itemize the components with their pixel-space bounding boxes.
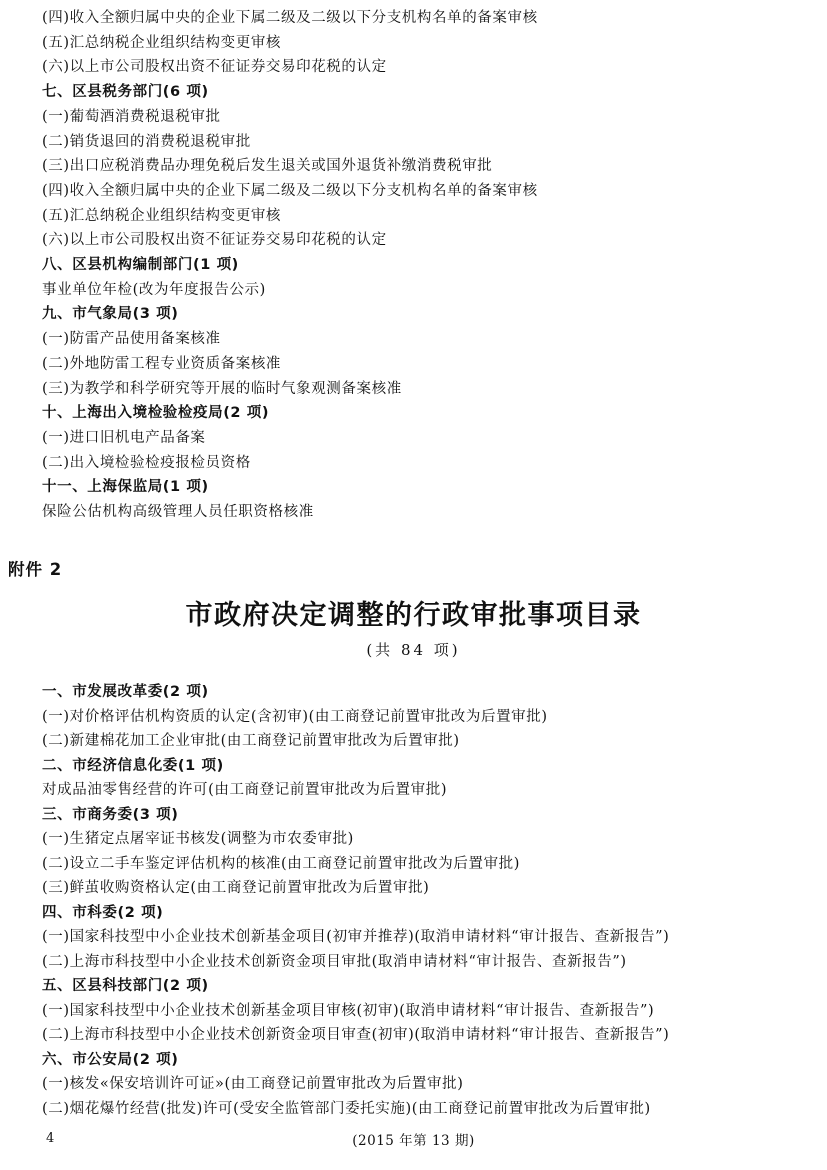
list-item: (一)进口旧机电产品备案 <box>42 429 206 446</box>
issue-label: (2015 年第 13 期) <box>352 1133 475 1149</box>
list-item: 保险公估机构高级管理人员任职资格核准 <box>42 504 314 520</box>
section-heading: 十一、上海保监局(1 项) <box>42 479 209 496</box>
list-item: (二)烟花爆竹经营(批发)许可(受安全监管部门委托实施)(由工商登记前置审批改为后置审批) <box>42 1100 651 1117</box>
attachment-label: 附件 2 <box>8 560 63 579</box>
list-item: 事业单位年检(改为年度报告公示) <box>42 281 266 298</box>
section-heading: 十、上海出入境检验检疫局(2 项) <box>42 405 270 422</box>
section-heading: 五、区县科技部门(2 项) <box>42 978 209 994</box>
list-item: (二)设立二手车鉴定评估机构的核准(由工商登记前置审批改为后置审批) <box>42 855 521 872</box>
list-item: 对成品油零售经营的许可(由工商登记前置审批改为后置审批) <box>42 782 448 798</box>
list-item: (四)收入全额归属中央的企业下属二级及二级以下分支机构名单的备案审核 <box>42 10 538 26</box>
list-item: (一)对价格评估机构资质的认定(含初审)(由工商登记前置审批改为后置审批) <box>42 708 548 725</box>
section-heading: 四、市科委(2 项) <box>42 904 164 921</box>
list-item: (一)核发«保安培训许可证»(由工商登记前置审批改为后置审批) <box>42 1076 464 1092</box>
list-item: (一)葡萄酒消费税退税审批 <box>42 108 221 125</box>
section-heading: 六、市公安局(2 项) <box>42 1051 179 1068</box>
list-item: (一)防雷产品使用备案核准 <box>42 331 221 348</box>
list-item: (一)生猪定点屠宰证书核发(调整为市农委审批) <box>42 831 354 847</box>
list-item: (一)国家科技型中小企业技术创新基金项目审核(初审)(取消申请材料“审计报告、查新报告”) <box>42 1002 655 1019</box>
list-item: (三)鲜茧收购资格认定(由工商登记前置审批改为后置审批) <box>42 880 430 896</box>
list-item: (一)国家科技型中小企业技术创新基金项目(初审并推荐)(取消申请材料“审计报告、查新报告”) <box>42 929 670 945</box>
list-item: (二)上海市科技型中小企业技术创新资金项目审查(初审)(取消申请材料“审计报告、查新报告”) <box>42 1027 670 1043</box>
section-heading: 三、市商务委(3 项) <box>42 806 179 823</box>
section-heading: 二、市经济信息化委(1 项) <box>42 757 224 774</box>
list-item: (三)出口应税消费品办理免税后发生退关或国外退货补缴消费税审批 <box>42 158 493 175</box>
list-item: (二)新建棉花加工企业审批(由工商登记前置审批改为后置审批) <box>42 733 460 749</box>
list-item: (二)销货退回的消费税退税审批 <box>42 133 251 150</box>
document-subtitle: (共 84 项) <box>366 641 461 659</box>
list-item: (三)为教学和科学研究等开展的临时气象观测备案核准 <box>42 380 402 397</box>
section-heading: 七、区县税务部门(6 项) <box>42 84 209 101</box>
section-heading: 一、市发展改革委(2 项) <box>42 684 209 700</box>
document-title: 市政府决定调整的行政审批事项目录 <box>185 600 642 631</box>
list-item: (五)汇总纳税企业组织结构变更审核 <box>42 207 282 224</box>
list-item: (六)以上市公司股权出资不征证券交易印花税的认定 <box>42 232 387 249</box>
list-item: (五)汇总纳税企业组织结构变更审核 <box>42 34 282 51</box>
page-number: 4 <box>46 1131 55 1146</box>
list-item: (四)收入全额归属中央的企业下属二级及二级以下分支机构名单的备案审核 <box>42 182 538 199</box>
list-item: (二)出入境检验检疫报检员资格 <box>42 454 251 471</box>
list-item: (二)上海市科技型中小企业技术创新资金项目审批(取消申请材料“审计报告、查新报告”) <box>42 953 627 970</box>
list-item: (二)外地防雷工程专业资质备案核准 <box>42 355 282 372</box>
section-heading: 九、市气象局(3 项) <box>42 306 179 323</box>
list-item: (六)以上市公司股权出资不征证券交易印花税的认定 <box>42 59 387 76</box>
section-heading: 八、区县机构编制部门(1 项) <box>42 257 239 273</box>
